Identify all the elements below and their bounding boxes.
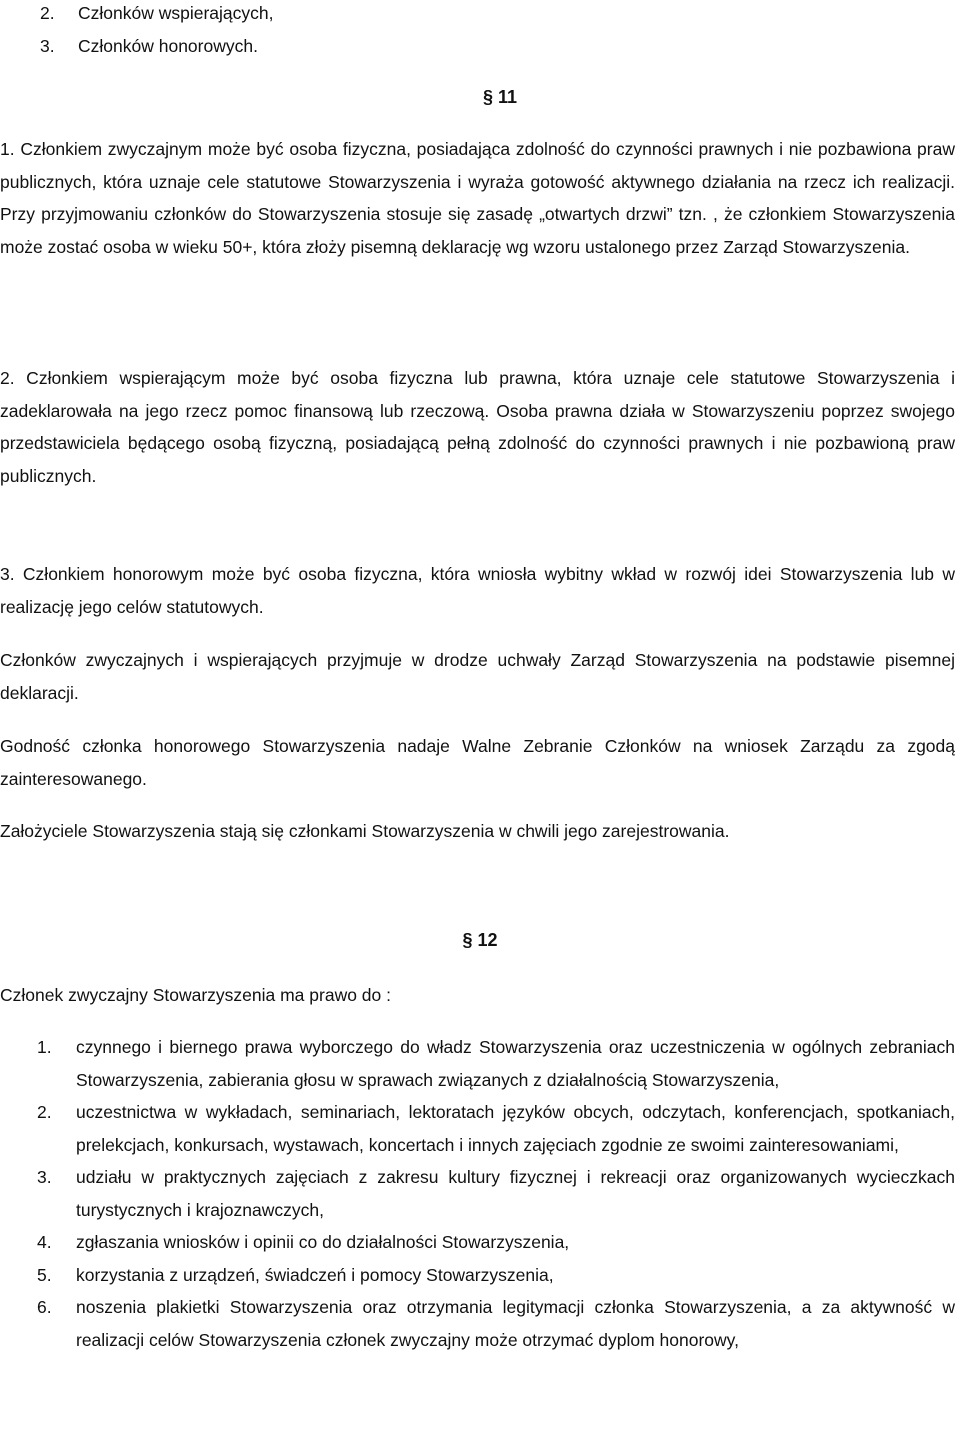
list-text: czynnego i biernego prawa wyborczego do władz Stowarzyszenia oraz uczestniczenia w ogólnych zebraniach Stowarzyszenia, zabierania głosu w sprawach związanych z działalnością Stowarzyszenia, xyxy=(76,1037,955,1090)
list-item xyxy=(37,1161,955,1226)
paragraph-11-3: 3. Członkiem honorowym może być osoba fizyczna, która wniosła wybitny wkład w rozwój idei Stowarzyszenia lub w realizację jego celów statutowych. xyxy=(0,564,955,617)
section-12-heading: § 12 xyxy=(462,930,498,950)
list-text: noszenia plakietki Stowarzyszenia oraz otrzymania legitymacji członka Stowarzyszenia, a za aktywność w realizacji celów Stowarzyszenia członek zwyczajny może otrzymać dyplom honorowy, xyxy=(76,1297,955,1350)
list-text: zgłaszania wniosków i opinii co do działalności Stowarzyszenia, xyxy=(76,1232,570,1252)
list-number: 6. xyxy=(37,1297,52,1317)
paragraph-honorary: Godność członka honorowego Stowarzyszenia nadaje Walne Zebranie Członków na wniosek Zarządu za zgodą zainteresowanego. xyxy=(0,736,955,789)
list-text: udziału w praktycznych zajęciach z zakresu kultury fizycznej i rekreacji oraz organizowanych wycieczkach turystycznych i krajoznawczych, xyxy=(76,1167,955,1220)
list-number: 3. xyxy=(37,1167,52,1187)
list-item xyxy=(40,0,940,30)
list-item xyxy=(37,1291,955,1356)
list-number: 2. xyxy=(40,3,55,23)
paragraph-founders: Założyciele Stowarzyszenia stają się członkami Stowarzyszenia w chwili jego zarejestrowania. xyxy=(0,821,730,841)
list-number: 4. xyxy=(37,1232,52,1252)
paragraph-admission: Członków zwyczajnych i wspierających przyjmuje w drodze uchwały Zarząd Stowarzyszenia na podstawie pisemnej deklaracji. xyxy=(0,650,955,703)
list-text: Członków honorowych. xyxy=(78,35,258,56)
list-item xyxy=(37,1226,955,1259)
rights-list xyxy=(37,1031,955,1356)
paragraph-11-2: 2. Członkiem wspierającym może być osoba fizyczna lub prawna, która uznaje cele statutowe Stowarzyszenia i zadeklarowała na jego rzecz pomoc finansową lub rzeczową. Osoba prawna działa w Stowarzyszeniu poprzez swojego przedstawiciela będącego osobą fizyczną, posiadającą pełną zdolność do czynności prawnych i nie pozbawioną praw publicznych. xyxy=(0,368,955,486)
list-item xyxy=(37,1096,955,1161)
paragraph-11-1: 1. Członkiem zwyczajnym może być osoba fizyczna, posiadająca zdolność do czynności prawnych i nie pozbawiona praw publicznych, która uznaje cele statutowe Stowarzyszenia i wyraża gotowość aktywnego działania na rzecz ich realizacji. Przy przyjmowaniu członków do Stowarzyszenia stosuje się zasadę „otwartych drzwi” tzn. , że członkiem Stowarzyszenia może zostać osoba w wieku 50+, która złoży pisemną deklarację wg wzoru ustalonego przez Zarząd Stowarzyszenia. xyxy=(0,139,955,257)
membership-categories-list xyxy=(40,0,940,62)
list-number: 5. xyxy=(37,1264,52,1285)
list-item xyxy=(37,1031,955,1096)
section-12-intro: Członek zwyczajny Stowarzyszenia ma prawo do : xyxy=(0,985,391,1005)
list-text: korzystania z urządzeń, świadczeń i pomocy Stowarzyszenia, xyxy=(76,1264,554,1285)
list-number: 1. xyxy=(37,1037,52,1057)
list-item xyxy=(40,30,940,63)
list-text: uczestnictwa w wykładach, seminariach, lektoratach języków obcych, odczytach, konferencjach, spotkaniach, prelekcjach, konkursach, wystawach, koncertach i innych zajęciach zgodnie ze swoimi zainteresowaniami, xyxy=(76,1102,955,1155)
list-number: 3. xyxy=(40,35,55,56)
section-11-heading: § 11 xyxy=(482,87,518,107)
list-text: Członków wspierających, xyxy=(78,3,274,23)
list-item xyxy=(37,1259,955,1292)
list-number: 2. xyxy=(37,1102,52,1122)
